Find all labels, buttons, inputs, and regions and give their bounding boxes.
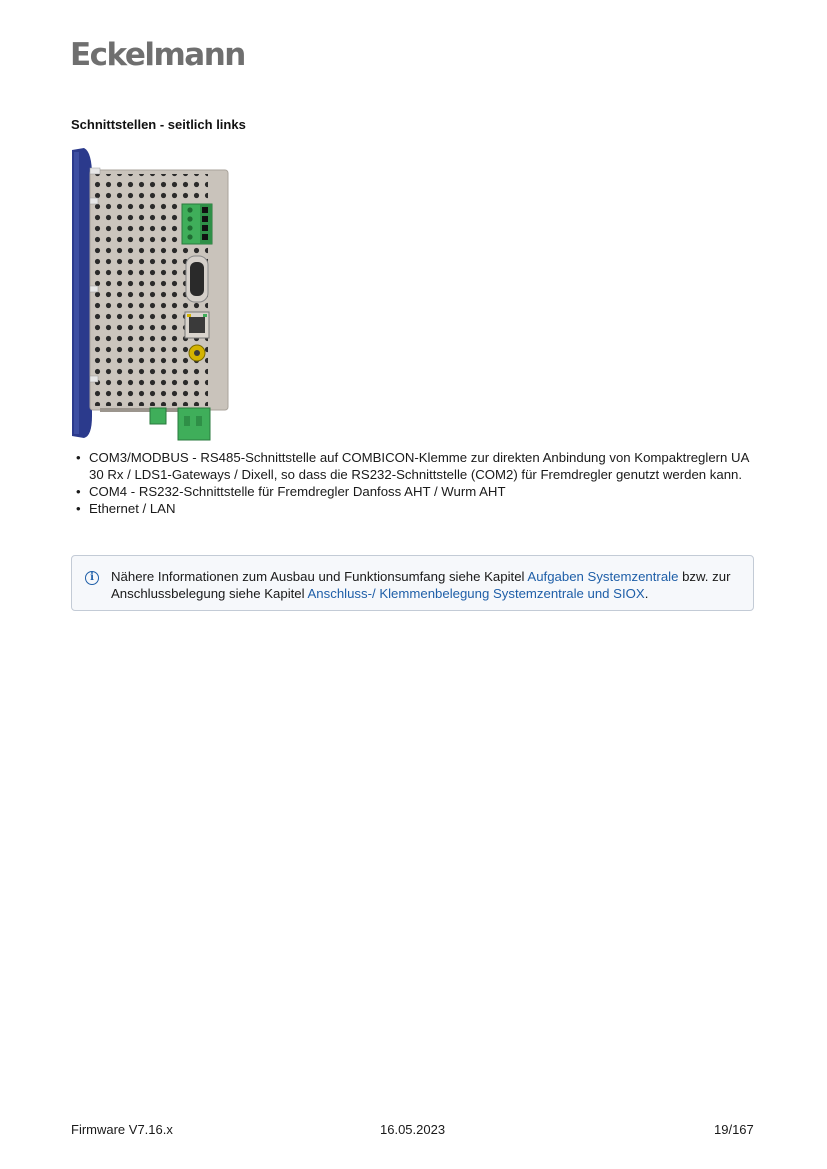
list-item: • COM4 - RS232-Schnittstelle für Fremdregler Danfoss AHT / Wurm AHT	[76, 483, 756, 500]
section-title: Schnittstellen - seitlich links	[71, 117, 246, 132]
info-text	[111, 568, 751, 602]
info-text-part: bzw. zur Anschlussbelegung siehe Kapitel	[111, 569, 731, 601]
footer-date: 16.05.2023	[380, 1122, 446, 1137]
list-item: • Ethernet / LAN	[76, 500, 756, 517]
link-anschlussbelegung[interactable]: Anschluss-/ Klemmenbelegung Systemzentrale und SIOX	[307, 586, 645, 601]
device-side-view-image	[70, 146, 232, 442]
list-item: • COM3/MODBUS - RS485-Schnittstelle auf COMBICON-Klemme zur direkten Anbindung von Kompaktreglern UA 30 Rx / LDS1-Gateways / Dixell, so dass die RS232-Schnittstelle (COM2) für Fremdregler genutzt werden kann.	[76, 449, 756, 483]
interface-list	[76, 449, 756, 517]
footer-page-number: 19/167	[714, 1122, 754, 1137]
link-aufgaben-systemzentrale[interactable]: Aufgaben Systemzentrale	[527, 569, 679, 584]
footer-firmware: Firmware V7.16.x	[71, 1122, 173, 1137]
info-panel	[71, 555, 754, 611]
info-text-part: Nähere Informationen zum Ausbau und Funktionsumfang siehe Kapitel	[111, 569, 528, 584]
eckelmann-logo: Eckelmann	[70, 37, 245, 73]
info-text-part: .	[644, 586, 649, 601]
info-icon: i	[85, 571, 99, 585]
